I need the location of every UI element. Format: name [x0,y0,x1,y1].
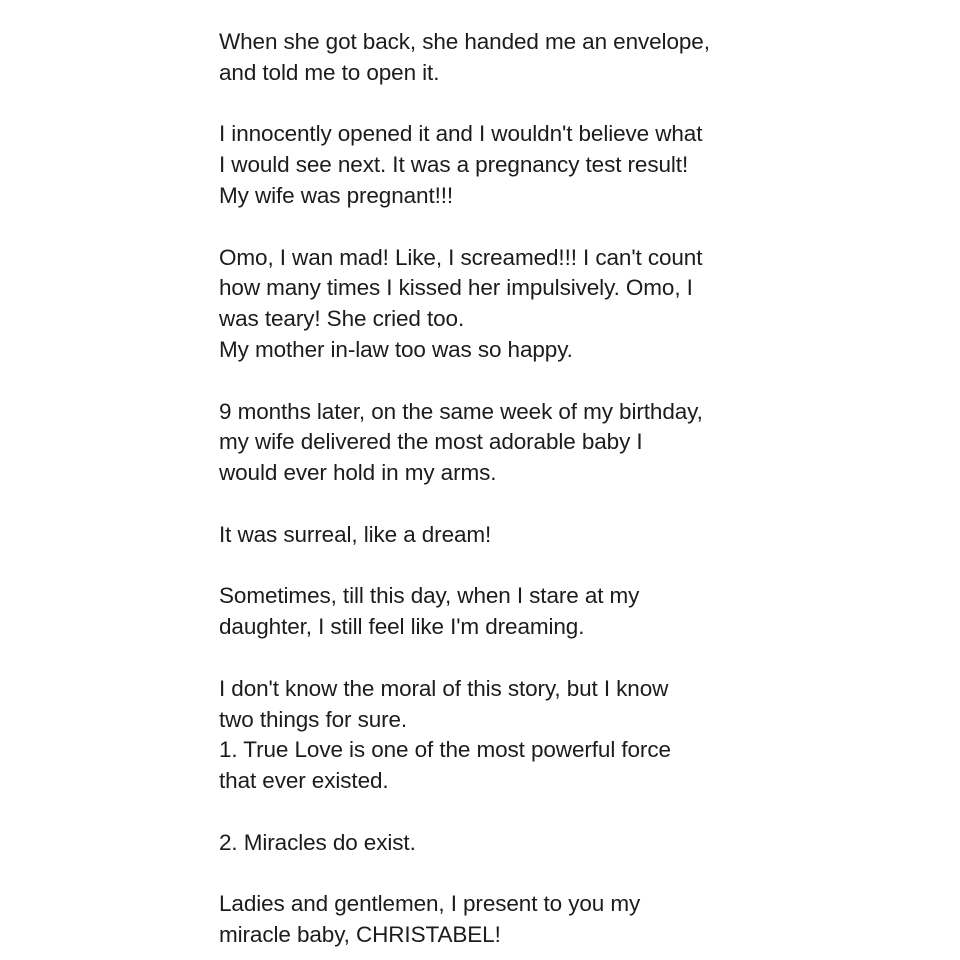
text-line: daughter, I still feel like I'm dreaming. [219,614,585,640]
story-text [219,27,819,951]
text-line: It was surreal, like a dream! [219,521,492,547]
text-line: My wife was pregnant!!! [219,182,454,208]
paragraph [219,243,819,366]
paragraph [219,119,819,211]
text-line: When she got back, she handed me an envelope, [219,29,710,54]
text-line: 2. Miracles do exist. [219,829,416,855]
text-line: would ever hold in my arms. [219,460,497,486]
paragraph [219,27,819,89]
paragraph [219,828,819,859]
text-line: My mother in-law too was so happy. [219,336,573,362]
paragraph [219,581,819,643]
text-line: miracle baby, CHRISTABEL! [219,922,501,948]
paragraph [219,674,819,797]
text-line: Omo, I wan mad! Like, I screamed!!! I can't count [219,244,703,270]
paragraph [219,889,819,951]
text-line: and told me to open it. [219,59,440,85]
text-line: I would see next. It was a pregnancy test result! [219,152,689,178]
text-line: that ever existed. [219,768,389,794]
paragraph [219,520,819,551]
text-line: how many times I kissed her impulsively. Omo, I [219,275,693,301]
text-line: I don't know the moral of this story, but I know [219,675,669,701]
text-line: my wife delivered the most adorable baby I [219,429,643,455]
text-line: Ladies and gentlemen, I present to you my [219,891,641,917]
text-line: 9 months later, on the same week of my birthday, [219,398,703,424]
text-line: two things for sure. [219,706,408,732]
paragraph [219,397,819,489]
text-line: 1. True Love is one of the most powerful force [219,737,671,763]
text-line: was teary! She cried too. [219,306,465,332]
text-line: I innocently opened it and I wouldn't believe what [219,121,703,147]
text-line: Sometimes, till this day, when I stare at my [219,583,640,609]
